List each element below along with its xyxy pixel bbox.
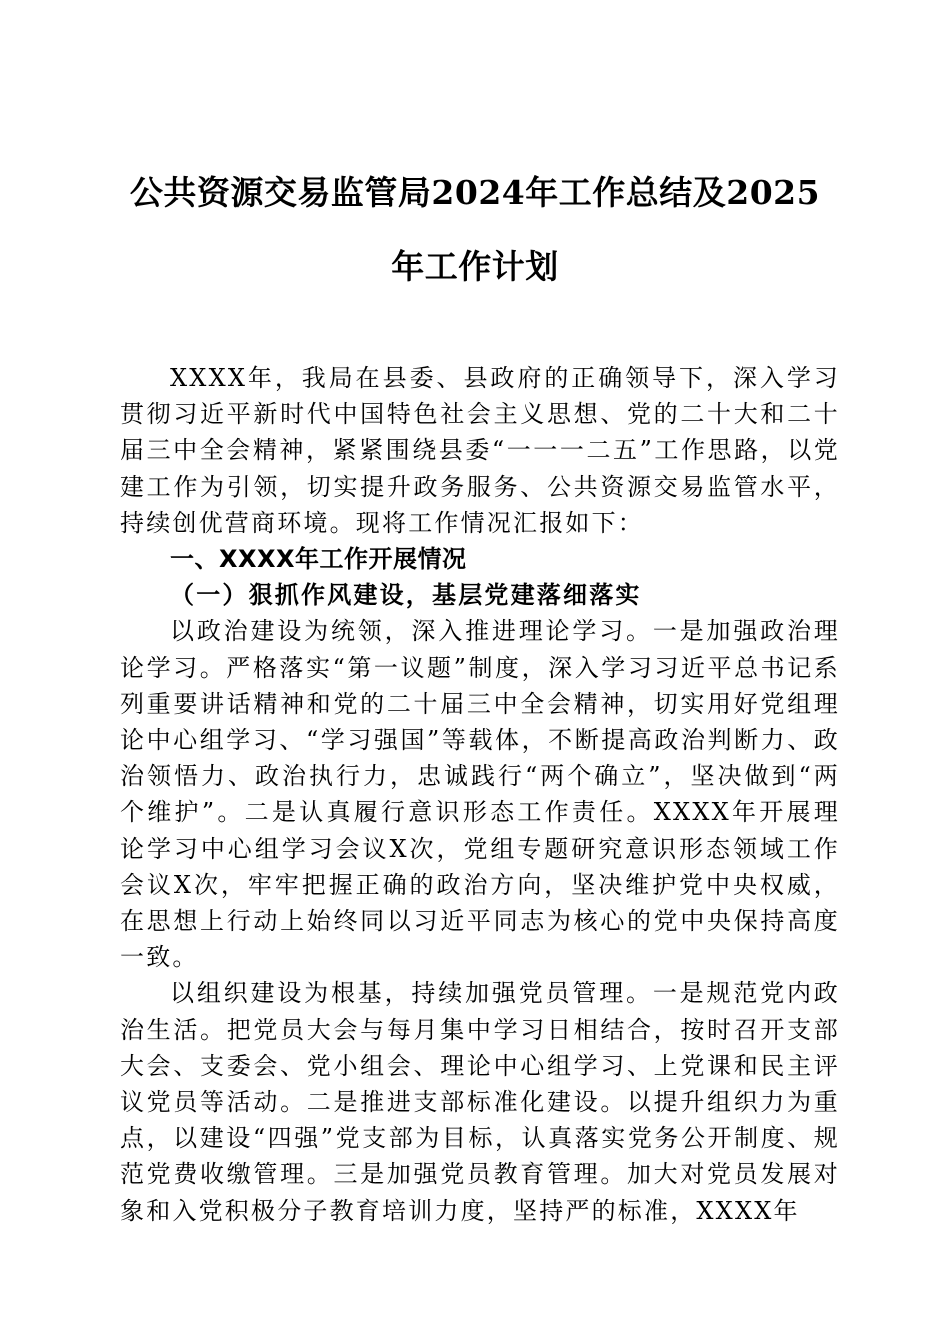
document-title-line1: 公共资源交易监管局2024年工作总结及2025 xyxy=(129,173,821,212)
document-title-line2: 年工作计划 xyxy=(391,247,559,286)
body-paragraph-1: 以政治建设为统领，深入推进理论学习。一是加强政治理论学习。严格落实“第一议题”制度，深入学习习近平总书记系列重要讲话精神和党的二十届三中全会精神，切实用好党组理论中心组学习、“学习强国”等载体，不断提高政治判断力、政治领悟力、政治执行力，忠诚践行“两个确立”，坚决做到“两个维护”。二是认真履行意识形态工作责任。XXXX年开展理论学习中心组学习会议X次，党组专题研究意识形态领域工作会议X次，牢牢把握正确的政治方向，坚决维护党中央权威，在思想上行动上始终同以习近平同志为核心的党中央保持高度一致。 xyxy=(120,617,840,972)
intro-paragraph: XXXX年，我局在县委、县政府的正确领导下，深入学习贯彻习近平新时代中国特色社会主义思想、党的二十大和二十届三中全会精神，紧紧围绕县委“一一一二五”工作思路，以党建工作为引领，切实提升政务服务、公共资源交易监管水平，持续创优营商环境。现将工作情况汇报如下： xyxy=(120,364,840,537)
document-body xyxy=(120,360,840,1229)
subsection-heading: （一）狠抓作风建设，基层党建落细落实 xyxy=(170,580,642,610)
body-paragraph-2: 以组织建设为根基，持续加强党员管理。一是规范党内政治生活。把党员大会与每月集中学习日相结合，按时召开支部大会、支委会、党小组会、理论中心组学习、上党课和民主评议党员等活动。二是推进支部标准化建设。以提升组织力为重点，以建设“四强”党支部为目标，认真落实党务公开制度、规范党费收缴管理。三是加强党员教育管理。加大对党员发展对象和入党积极分子教育培训力度，坚持严的标准，XXXX年 xyxy=(120,979,840,1225)
section-heading: 一、XXXX年工作开展情况 xyxy=(170,545,467,574)
